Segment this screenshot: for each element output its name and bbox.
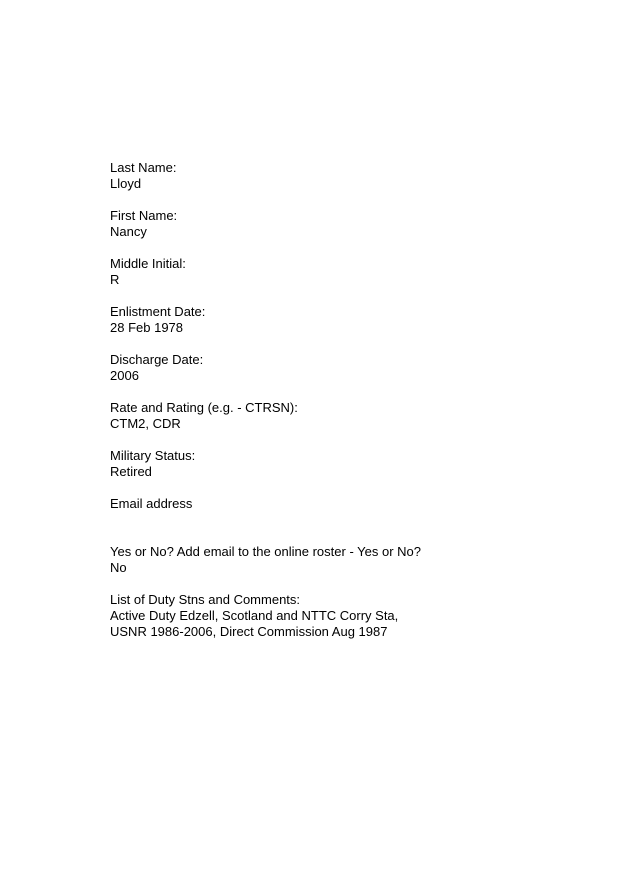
duty-stations-label: List of Duty Stns and Comments: bbox=[110, 592, 301, 607]
roster-value: No bbox=[110, 560, 127, 575]
duty-stations-line-1: Active Duty Edzell, Scotland and NTTC Corry Sta, bbox=[110, 608, 399, 623]
first-name-value: Nancy bbox=[110, 224, 147, 239]
military-status-label: Military Status: bbox=[110, 448, 196, 463]
discharge-date-label: Discharge Date: bbox=[110, 352, 204, 367]
rate-rating-label: Rate and Rating (e.g. - CTRSN): bbox=[110, 400, 298, 415]
spacer bbox=[110, 576, 610, 592]
discharge-date-value: 2006 bbox=[110, 368, 139, 383]
first-name-label: First Name: bbox=[110, 208, 178, 223]
last-name-label: Last Name: bbox=[110, 160, 177, 175]
spacer bbox=[110, 192, 610, 208]
spacer bbox=[110, 480, 610, 496]
spacer bbox=[110, 432, 610, 448]
military-status-value: Retired bbox=[110, 464, 152, 479]
email-value bbox=[110, 512, 610, 528]
email-label: Email address bbox=[110, 496, 193, 511]
rate-rating-value: CTM2, CDR bbox=[110, 416, 181, 431]
spacer bbox=[110, 528, 610, 544]
form-document bbox=[110, 160, 610, 640]
spacer bbox=[110, 336, 610, 352]
enlistment-date-value: 28 Feb 1978 bbox=[110, 320, 184, 335]
spacer bbox=[110, 384, 610, 400]
last-name-value: Lloyd bbox=[110, 176, 142, 191]
spacer bbox=[110, 240, 610, 256]
middle-initial-label: Middle Initial: bbox=[110, 256, 186, 271]
middle-initial-value: R bbox=[110, 272, 120, 287]
spacer bbox=[110, 288, 610, 304]
duty-stations-line-2: USNR 1986-2006, Direct Commission Aug 1987 bbox=[110, 624, 388, 639]
enlistment-date-label: Enlistment Date: bbox=[110, 304, 206, 319]
roster-label: Yes or No? Add email to the online roster - Yes or No? bbox=[110, 544, 421, 559]
